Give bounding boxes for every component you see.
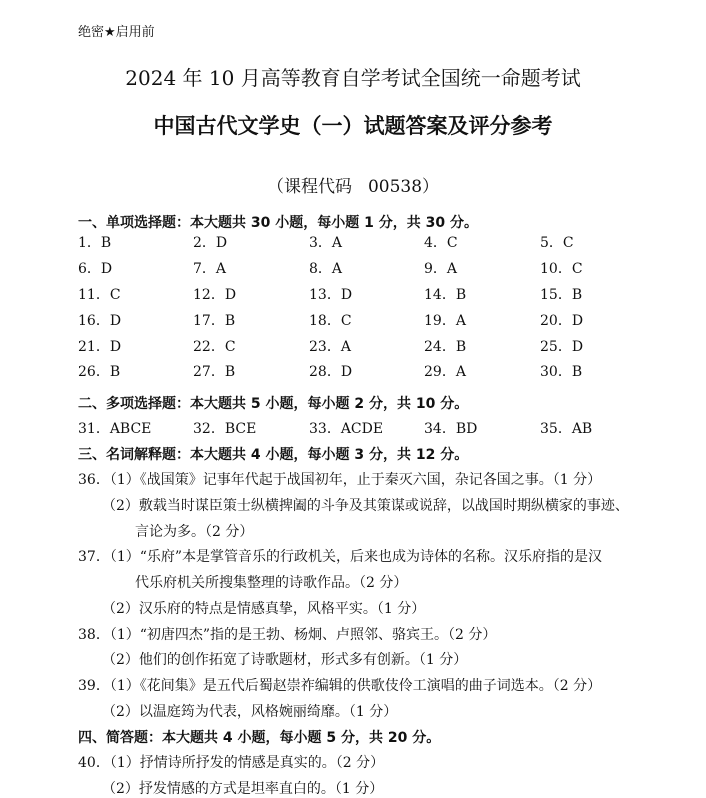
answer-row bbox=[78, 284, 638, 310]
answer-item: 35．AB bbox=[540, 421, 593, 437]
paper-title: 中国古代文学史（一）试题答案及评分参考 bbox=[153, 114, 553, 138]
answer-37-part1-cont: 代乐府机关所搜集整理的诗歌作品。（2 分） bbox=[135, 575, 408, 591]
answer-item: 7．A bbox=[193, 260, 227, 277]
single-choice-answer-grid bbox=[78, 232, 638, 387]
answer-item: 8．A bbox=[309, 260, 343, 277]
section1-heading: 一、单项选择题：本大题共 30 小题，每小题 1 分，共 30 分。 bbox=[78, 215, 478, 231]
answer-row bbox=[78, 258, 638, 284]
answer-item: 6．D bbox=[78, 260, 113, 277]
answer-36-part2-cont: 言论为多。（2 分） bbox=[135, 524, 254, 540]
section3-heading: 三、名词解释题：本大题共 4 小题，每小题 3 分，共 12 分。 bbox=[78, 447, 469, 463]
answer-item: 29．A bbox=[424, 364, 466, 381]
answer-item: 24．B bbox=[424, 338, 467, 355]
answer-item: 33．ACDE bbox=[309, 421, 384, 437]
answer-item: 12．D bbox=[193, 286, 237, 303]
answer-38-part2: （2）他们的创作拓宽了诗歌题材，形式多有创新。（1 分） bbox=[102, 652, 468, 668]
answer-40-part2: （2）抒发情感的方式是坦率直白的。（1 分） bbox=[102, 781, 384, 797]
answer-item: 31．ABCE bbox=[78, 421, 152, 437]
answer-item: 16．D bbox=[78, 312, 122, 329]
answer-item: 1．B bbox=[78, 235, 112, 251]
answer-item: 23．A bbox=[309, 338, 351, 355]
answer-item: 19．A bbox=[424, 312, 466, 329]
answer-item: 18．C bbox=[309, 312, 352, 329]
answer-item: 13．D bbox=[309, 286, 353, 303]
answer-item: 21．D bbox=[78, 338, 122, 355]
course-code-label: （课程代码 bbox=[266, 177, 352, 197]
answer-item: 5．C bbox=[540, 235, 574, 251]
answer-item: 20．D bbox=[540, 312, 584, 329]
answer-37-part2: （2）汉乐府的特点是情感真挚，风格平实。（1 分） bbox=[102, 601, 426, 617]
answer-item: 30．B bbox=[540, 364, 583, 381]
answer-item: 17．B bbox=[193, 312, 236, 329]
answer-item: 9．A bbox=[424, 260, 458, 277]
answer-item: 26．B bbox=[78, 364, 121, 381]
answer-36-part2: （2）敷载当时谋臣策士纵横捭阖的斗争及其策谋或说辞，以战国时期纵横家的事迹、 bbox=[102, 498, 629, 514]
section4-heading: 四、简答题：本大题共 4 小题，每小题 5 分，共 20 分。 bbox=[78, 730, 441, 746]
answer-row bbox=[78, 336, 638, 362]
answer-item: 14．B bbox=[424, 286, 467, 303]
answer-item: 28．D bbox=[309, 364, 353, 381]
section2-heading: 二、多项选择题：本大题共 5 小题，每小题 2 分，共 10 分。 bbox=[78, 396, 469, 412]
answer-36-part1: 36．（1）《战国策》记事年代起于战国初年，止于秦灭六国，杂记各国之事。（1 分） bbox=[78, 472, 602, 488]
answer-item: 2．D bbox=[193, 235, 228, 251]
answer-item: 34．BD bbox=[424, 421, 478, 437]
answer-item: 3．A bbox=[309, 235, 343, 251]
confidential-label: 绝密★启用前 bbox=[78, 25, 155, 40]
answer-item: 10．C bbox=[540, 260, 583, 277]
answer-item: 25．D bbox=[540, 338, 584, 355]
answer-item: 27．B bbox=[193, 364, 236, 381]
answer-row bbox=[78, 232, 638, 258]
answer-item: 22．C bbox=[193, 338, 236, 355]
answer-40-part1: 40．（1）抒情诗所抒发的情感是真实的。（2 分） bbox=[78, 755, 385, 771]
answer-item: 11．C bbox=[78, 286, 121, 303]
course-code-value: 00538） bbox=[367, 177, 440, 197]
answer-item: 15．B bbox=[540, 286, 583, 303]
answer-38-part1: 38．（1）“初唐四杰”指的是王勃、杨炯、卢照邻、骆宾王。（2 分） bbox=[78, 627, 497, 643]
answer-row bbox=[78, 310, 638, 336]
answer-item: 32．BCE bbox=[193, 421, 257, 437]
answer-39-part1: 39．（1）《花间集》是五代后蜀赵崇祚编辑的供歌伎伶工演唱的曲子词选本。（2 分） bbox=[78, 678, 602, 694]
exam-title: 2024 年 10 月高等教育自学考试全国统一命题考试 bbox=[125, 66, 581, 90]
multiple-choice-answer-row bbox=[78, 418, 638, 438]
answer-row bbox=[78, 361, 638, 387]
answer-37-part1: 37．（1）“乐府”本是掌管音乐的行政机关，后来也成为诗体的名称。汉乐府指的是汉 bbox=[78, 549, 603, 565]
answer-item: 4．C bbox=[424, 235, 458, 251]
course-code bbox=[0, 172, 706, 197]
answer-39-part2: （2）以温庭筠为代表，风格婉丽绮靡。（1 分） bbox=[102, 704, 398, 720]
